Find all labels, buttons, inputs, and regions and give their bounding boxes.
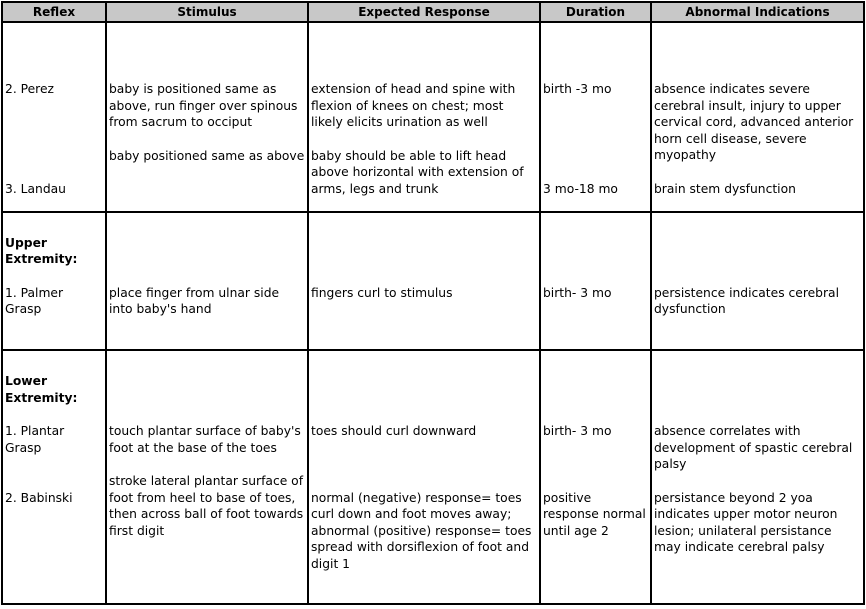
table-row <box>2 212 864 350</box>
cell-entry: normal (negative) response= toes curl down and foot moves away; abnormal (positive) response= toes spread with dorsiflexion of foot and digit 1 <box>311 490 532 571</box>
cell-entry: extension of head and spine with flexion of knees on chest; most likely elicits urination as well <box>311 82 516 129</box>
abnormal-indications-cell <box>651 350 864 604</box>
cell-entry: brain stem dysfunction <box>654 181 796 196</box>
duration-cell <box>540 212 651 350</box>
section-heading: Upper Extremity: <box>5 235 78 267</box>
cell-entry: baby positioned same as above <box>109 148 305 163</box>
cell-entry: birth- 3 mo <box>543 285 612 300</box>
cell-entry: birth- 3 mo <box>543 424 612 439</box>
cell-entry: 1. Palmer Grasp <box>5 285 64 317</box>
reflex-cell <box>2 212 106 350</box>
cell-entry: 2. Babinski <box>5 491 73 506</box>
col-header-stimulus: Stimulus <box>106 2 308 22</box>
expected-response-cell <box>308 212 540 350</box>
stimulus-cell <box>106 350 308 604</box>
col-header-reflex: Reflex <box>2 2 106 22</box>
abnormal-indications-cell <box>651 212 864 350</box>
section-heading: Lower Extremity: <box>5 374 78 405</box>
cell-entry: baby should be able to lift head above horizontal with extension of arms, legs and trunk <box>311 148 524 196</box>
reflex-table <box>1 1 865 605</box>
cell-entry: birth -3 mo <box>543 82 612 96</box>
col-header-abnormal-indications: Abnormal Indications <box>651 2 864 22</box>
cell-entry: baby is positioned same as above, run finger over spinous from sacrum to occiput <box>109 82 298 129</box>
cell-entry: stroke lateral plantar surface of foot from heel to base of toes, then across ball of foot towards first digit <box>109 474 304 538</box>
cell-entry: absence indicates severe cerebral insult, injury to upper cervical cord, advanced anterior horn cell disease, severe myopathy <box>654 82 854 162</box>
cell-entry: toes should curl downward <box>311 424 477 439</box>
duration-cell <box>540 350 651 604</box>
expected-response-cell <box>308 22 540 212</box>
stimulus-cell <box>106 22 308 212</box>
abnormal-indications-cell <box>651 22 864 212</box>
cell-entry: 2. Perez <box>5 82 54 96</box>
cell-entry: 1. Plantar Grasp <box>5 424 65 455</box>
cell-entry: positive response normal until age 2 <box>543 490 646 538</box>
cell-entry: touch plantar surface of baby's foot at the base of the toes <box>109 424 301 455</box>
cell-entry: 3 mo-18 mo <box>543 181 618 196</box>
cell-entry: 3. Landau <box>5 181 66 196</box>
header-row <box>2 2 864 22</box>
cell-entry: fingers curl to stimulus <box>311 285 453 300</box>
reflex-cell <box>2 22 106 212</box>
stimulus-cell <box>106 212 308 350</box>
cell-entry: place finger from ulnar side into baby's hand <box>109 285 280 317</box>
expected-response-cell <box>308 350 540 604</box>
cell-entry: absence correlates with development of spastic cerebral palsy <box>654 424 853 472</box>
col-header-duration: Duration <box>540 2 651 22</box>
cell-entry: persistance beyond 2 yoa indicates upper motor neuron lesion; unilateral persistance may indicate cerebral palsy <box>654 490 838 555</box>
reflex-cell <box>2 350 106 604</box>
duration-cell <box>540 22 651 212</box>
col-header-expected-response: Expected Response <box>308 2 540 22</box>
table-row <box>2 350 864 604</box>
cell-entry: persistence indicates cerebral dysfunction <box>654 285 839 317</box>
table-row <box>2 22 864 212</box>
